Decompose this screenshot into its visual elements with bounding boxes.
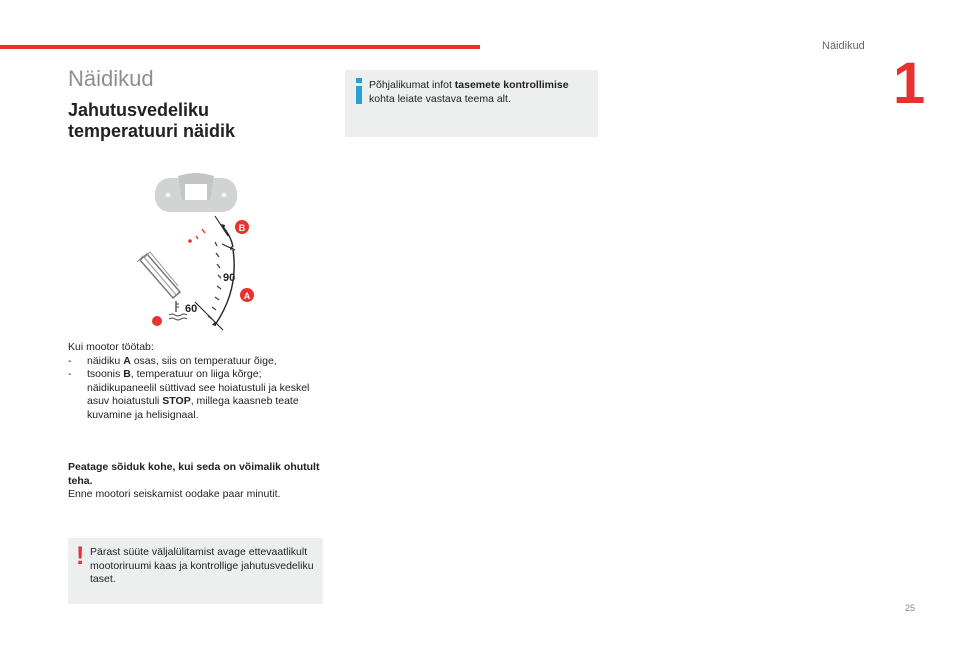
section-heading-line-2: temperatuuri näidik <box>68 121 236 141</box>
advice-bold: Peatage sõiduk kohe, kui seda on võimalik ohutult teha. <box>68 461 320 487</box>
list-item: - näidiku A osas, siis on temperatuur õige, <box>68 354 277 367</box>
gauge-red-dot <box>188 239 192 243</box>
gauge-red-zone <box>196 229 205 239</box>
coolant-gauge-illustration <box>135 170 265 340</box>
gauge-label-high: 90 <box>223 272 236 284</box>
gauge-label-low: 60 <box>185 303 198 315</box>
zone-a-arc <box>215 250 234 325</box>
section-heading-line-1: Jahutusvedeliku <box>68 100 210 120</box>
warning-icon: ! <box>76 542 85 570</box>
advice-text <box>68 461 323 502</box>
page-title: Näidikud <box>68 66 154 91</box>
dashboard-icon <box>155 173 237 212</box>
chapter-number: 1 <box>893 51 926 116</box>
list-item: - tsoonis B, temperatuur on liiga kõrge; näidikupaneelil süttivad see hoiatustuli ja keskel asuv hoiatustuli STOP, millega kaasneb teate kuvamine ja helisignaal. <box>68 368 310 421</box>
header-red-bar <box>0 45 480 49</box>
zone-b-boundary <box>215 216 228 236</box>
info-box <box>345 70 598 137</box>
header-section-label: Näidikud <box>822 40 865 52</box>
body-intro: Kui mootor töötab: <box>68 341 154 353</box>
info-icon <box>354 78 365 104</box>
thermometer-icon <box>137 252 180 298</box>
warning-text: Pärast süüte väljalülitamist avage ettevaatlikult mootoriruumi kaas ja kontrollige jahutusvedeliku taset. <box>90 546 314 585</box>
zone-a-boundary <box>195 302 223 330</box>
gauge-ticks <box>208 242 221 319</box>
body-list <box>68 355 323 423</box>
info-text: Põhjalikumat infot tasemete kontrollimise kohta leiate vastava teema alt. <box>369 79 569 105</box>
callout-b-label: B <box>238 223 246 233</box>
warning-lamp-icon <box>152 316 162 326</box>
callout-a-label: A <box>243 291 251 301</box>
body-text <box>68 341 323 422</box>
page-number: 25 <box>905 603 916 613</box>
advice-normal: Enne mootori seiskamist oodake paar minutit. <box>68 488 281 500</box>
section-heading <box>68 100 235 142</box>
warning-box <box>68 538 323 604</box>
